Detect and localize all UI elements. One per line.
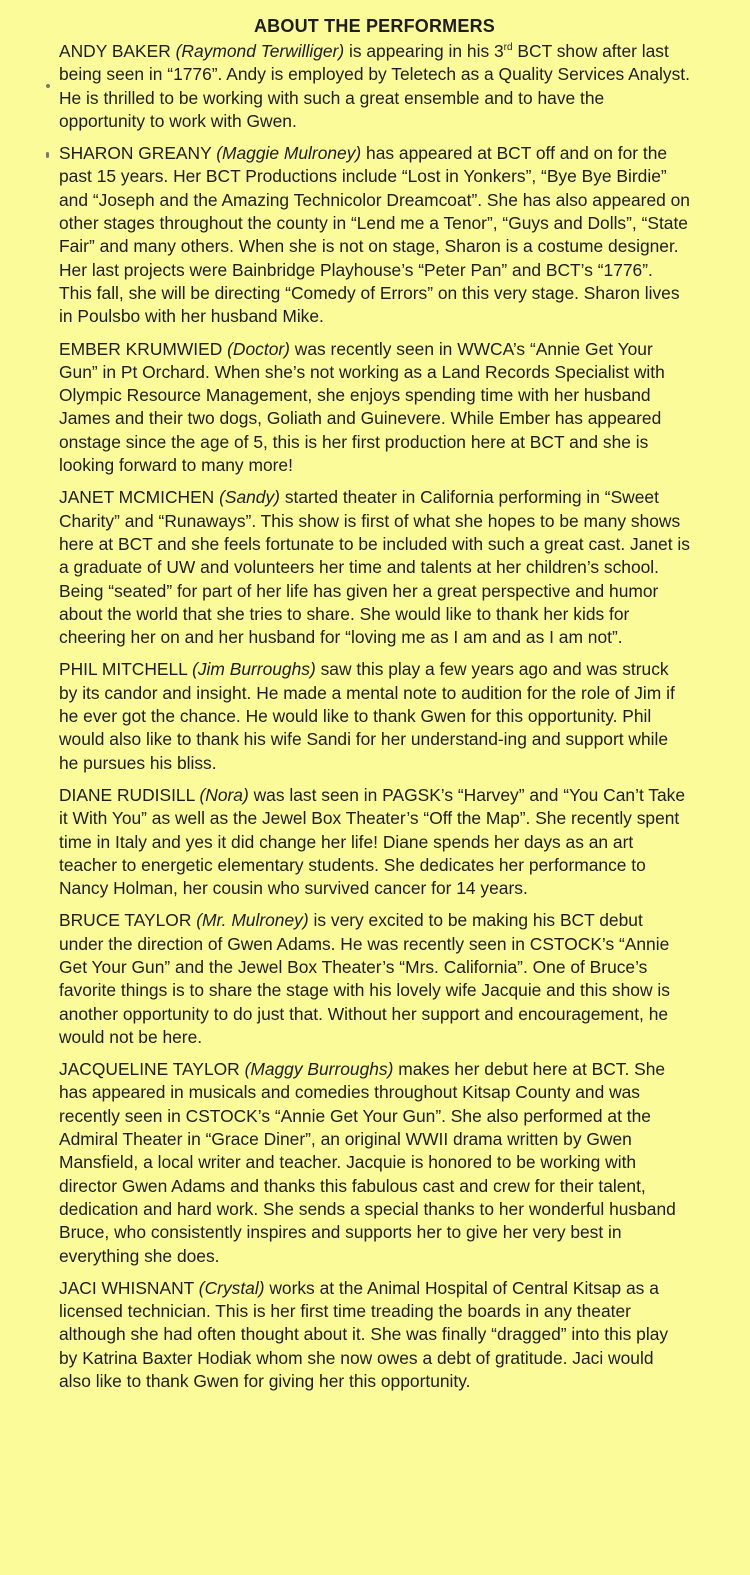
performer-name: DIANE RUDISILL bbox=[59, 784, 195, 805]
performer-role: (Maggie Mulroney) bbox=[216, 143, 362, 164]
bio-jacqueline-taylor bbox=[59, 1058, 690, 1268]
bio-text-start: is appearing in his 3 bbox=[348, 41, 504, 61]
bio-phil-mitchell bbox=[59, 658, 690, 774]
performer-name: SHARON GREANY bbox=[59, 143, 212, 164]
bio-text: saw this play a few years ago and was struck by its candor and insight. He made a mental note to audition for the role of Jim if he ever got the chance. He would like to thank Gwen for this opportunity. Phil would also like to thank his wife Sandi for her understand-ing and support while he pursues his bliss. bbox=[59, 659, 675, 773]
performer-name: JACQUELINE TAYLOR bbox=[59, 1059, 240, 1080]
performer-role: (Nora) bbox=[199, 784, 249, 805]
bio-text: was recently seen in WWCA’s “Annie Get Your Gun” in Pt Orchard. When she’s not working as a Land Records Specialist with Olympic Resource Management, she enjoys spending time with her husband James and their two dogs, Goliath and Guinevere. While Ember has appeared onstage since the age of 5, this is her first production here at BCT and she is looking forward to many more! bbox=[59, 338, 665, 476]
performer-name: BRUCE TAYLOR bbox=[59, 910, 192, 931]
performer-name: PHIL MITCHELL bbox=[59, 659, 188, 680]
scan-speck-mark bbox=[46, 152, 49, 158]
performer-name: JACI WHISNANT bbox=[59, 1277, 194, 1298]
ordinal-suffix: rd bbox=[503, 42, 513, 54]
bio-text: was last seen in PAGSK’s “Harvey” and “You Can’t Take it With You” as well as the Jewel Box Theater’s “Off the Map”. She recently spent time in Italy and yes it did change her life! Diane spends her days as an art teacher to energetic elementary students. She dedicates her performance to Nancy Holman, her cousin who survived cancer for 14 years. bbox=[59, 784, 686, 899]
bio-andy-baker bbox=[59, 40, 690, 133]
performer-name: ANDY BAKER bbox=[59, 41, 171, 61]
performer-role: (Crystal) bbox=[198, 1277, 265, 1298]
bio-janet-mcmichen bbox=[59, 486, 690, 649]
bio-ember-krumwied bbox=[59, 338, 690, 478]
bio-text: BCT show after last being seen in “1776”. Andy is employed by Teletech as a Quality Services Analyst. He is thrilled to be working with such a great ensemble and to have the opportunity to work with Gwen. bbox=[59, 41, 690, 131]
bio-diane-rudisill bbox=[59, 784, 690, 900]
performer-role: (Maggy Burroughs) bbox=[244, 1059, 394, 1080]
page-title: ABOUT THE PERFORMERS bbox=[253, 16, 495, 36]
performer-name: JANET MCMICHEN bbox=[59, 487, 215, 508]
bio-sharon-greany bbox=[59, 142, 690, 328]
bio-text: has appeared at BCT off and on for the past 15 years. Her BCT Productions include “Lost in Yonkers”, “Bye Bye Birdie” and “Joseph and the Amazing Technicolor Dreamcoat”. She has also appeared on other stages throughout the county in “Lend me a Tenor”, “Guys and Dolls”, “State Fair” and many others. When she is not on stage, Sharon is a costume designer. Her last projects were Bainbridge Playhouse’s “Peter Pan” and BCT’s “1776”. This fall, she will be directing “Comedy of Errors” on this very stage. Sharon lives in Poulsbo with her husband Mike. bbox=[59, 143, 690, 327]
bio-text: works at the Animal Hospital of Central Kitsap as a licensed technician. This is her first time treading the boards in any theater although she had often thought about it. She was finally “dragged” into this play by Katrina Baxter Hodiak whom she now owes a debt of gratitude. Jaci would also like to thank Gwen for giving her this opportunity. bbox=[59, 1277, 669, 1392]
bio-text: makes her debut here at BCT. She has appeared in musicals and comedies throughout Kitsap County and was recently seen in CSTOCK’s “Annie Get Your Gun”. She also performed at the Admiral Theater in “Grace Diner”, an original WWII drama written by Gwen Mansfield, a local writer and teacher. Jacquie is honored to be working with director Gwen Adams and thanks this fabulous cast and crew for their talent, dedication and hard work. She sends a special thanks to her wonderful husband Bruce, who consistently inspires and supports her to give her very best in everything she does. bbox=[59, 1059, 676, 1266]
bio-text: is very excited to be making his BCT debut under the direction of Gwen Adams. He was recently seen in CSTOCK’s “Annie Get Your Gun” and the Jewel Box Theater’s “Mrs. California”. One of Bruce’s favorite things is to share the stage with his lovely wife Jacquie and this show is another opportunity to do just that. Without her support and encouragement, he would not be here. bbox=[59, 910, 670, 1047]
bio-bruce-taylor bbox=[59, 909, 690, 1049]
performer-role: (Raymond Terwilliger) bbox=[175, 41, 345, 61]
performer-role: (Jim Burroughs) bbox=[192, 659, 316, 680]
bio-jaci-whisnant bbox=[59, 1277, 690, 1393]
performer-name: EMBER KRUMWIED bbox=[59, 338, 223, 359]
bio-text: started theater in California performing in “Sweet Charity” and “Runaways”. This show is first of what she hopes to be many shows here at BCT and she feels fortunate to be included with such a great cast. Janet is a graduate of UW and volunteers her time and talents at her children’s school. Being “seated” for part of her life has given her a great perspective and humor about the world that she tries to share. She would like to thank her kids for cheering her on and her husband for “loving me as I am and as I am not”. bbox=[59, 487, 690, 648]
performer-role: (Mr. Mulroney) bbox=[196, 910, 309, 931]
performer-role: (Doctor) bbox=[227, 338, 290, 359]
scan-speck-mark bbox=[46, 84, 50, 88]
performer-role: (Sandy) bbox=[219, 487, 280, 508]
